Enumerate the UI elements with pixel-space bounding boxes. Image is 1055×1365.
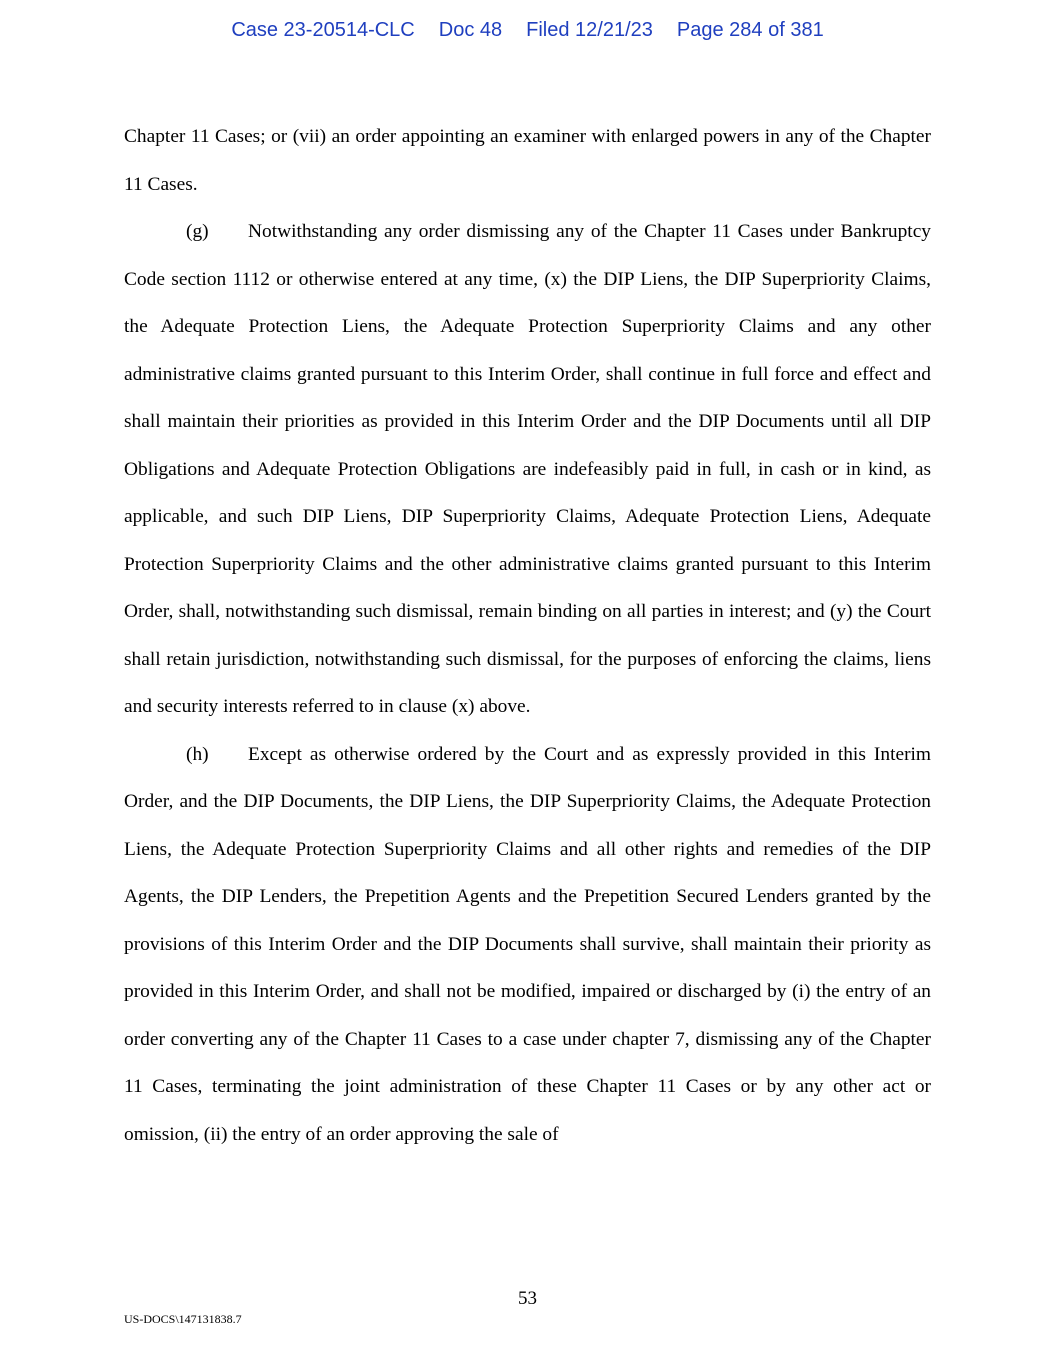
- page-count: Page 284 of 381: [676, 19, 824, 41]
- paragraph-h: [124, 731, 931, 1159]
- filing-header: [0, 19, 1055, 42]
- paragraph-g: [124, 208, 931, 731]
- paragraph-h-text: Except as otherwise ordered by the Court and as expressly provided in this Interim Order, and the DIP Documents, the DIP Liens, the DIP Superpriority Claims, the Adequate Protection Liens, the Adequate Protection Superpriority Claims and all other rights and remedies of the DIP Agents, the DIP Lenders, the Prepetition Agents and the Prepetition Secured Lenders granted by the provisions of this Interim Order and the DIP Documents shall survive, shall maintain their priority as provided in this Interim Order, and shall not be modified, impaired or discharged by (i) the entry of an order converting any of the Chapter 11 Cases to a case under chapter 7, dismissing any of the Chapter 11 Cases, terminating the joint administration of these Chapter 11 Cases or by any other act or omission, (ii) the entry of an order approving the sale of: [124, 743, 931, 1145]
- case-number: Case 23-20514-CLC: [231, 19, 415, 41]
- paragraph-g-marker: (g): [186, 221, 209, 242]
- document-body: [124, 113, 931, 1158]
- page-number: 53: [518, 1288, 537, 1309]
- paragraph-h-marker: (h): [186, 743, 209, 765]
- doc-number: Doc 48: [438, 19, 503, 41]
- paragraph-g-text: Notwithstanding any order dismissing any of the Chapter 11 Cases under Bankruptcy Code section 1112 or otherwise entered at any time, (x) the DIP Liens, the DIP Superpriority Claims, the Adequate Protection Liens, the Adequate Protection Superpriority Claims and any other administrative claims granted pursuant to this Interim Order, shall continue in full force and effect and shall maintain their priorities as provided in this Interim Order and the DIP Documents until all DIP Obligations and Adequate Protection Obligations are indefeasibly paid in full, in cash or in kind, as applicable, and such DIP Liens, DIP Superpriority Claims, Adequate Protection Liens, Adequate Protection Superpriority Claims and the other administrative claims granted pursuant to this Interim Order, shall, notwithstanding such dismissal, remain binding on all parties in interest; and (y) the Court shall retain jurisdiction, notwithstanding such dismissal, for the purposes of enforcing the claims, liens and security interests referred to in clause (x) above.: [124, 221, 931, 717]
- document-id: US-DOCS\147131838.7: [124, 1312, 242, 1326]
- filed-date: Filed 12/21/23: [526, 19, 653, 41]
- continuation-paragraph: Chapter 11 Cases; or (vii) an order appointing an examiner with enlarged powers in any of the Chapter 11 Cases.: [124, 126, 931, 195]
